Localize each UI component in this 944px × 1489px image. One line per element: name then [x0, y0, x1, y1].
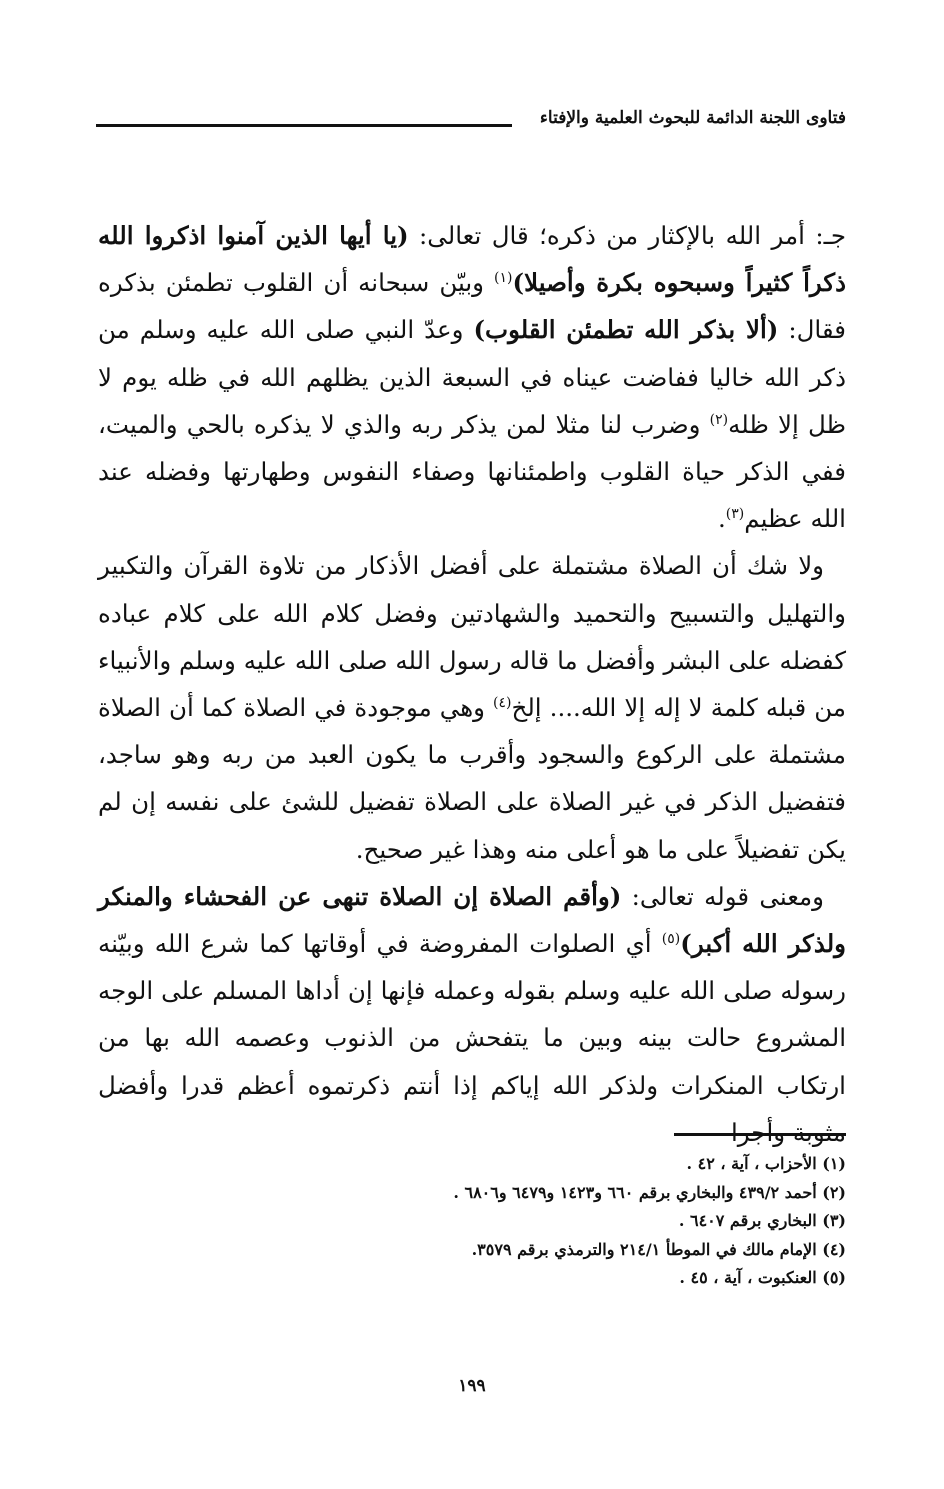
- paragraph-answer: [98, 212, 846, 542]
- main-text: [98, 212, 846, 1156]
- header-rule: [96, 124, 512, 127]
- footnote-rule: [674, 1133, 846, 1136]
- quran-quote: (يا أيها الذين آمنوا اذكروا الله ذكراً كثيراً وسبحوه بكرة وأصيلا): [98, 221, 846, 298]
- footnote-ref: (١): [494, 270, 513, 287]
- footnote-1: (١) الأحزاب ، آية ، ٤٢ .: [686, 1154, 846, 1173]
- answer-intro: جـ: أمر الله بالإكثار من ذكره؛ قال تعالى:: [408, 221, 846, 250]
- quran-quote: (ألا بذكر الله تطمئن القلوب): [473, 315, 779, 345]
- footnote-3: (٣) البخاري برقم ٦٤٠٧ .: [678, 1211, 846, 1230]
- footnote-ref: (٤): [493, 694, 512, 711]
- footnote-ref: (٢): [709, 411, 729, 428]
- footnote-2: (٢) أحمد ٤٣٩/٢ والبخاري برقم ٦٦٠ و١٤٢٣ و٦٤٧٩ و٦٨٠٦ .: [453, 1182, 846, 1202]
- paragraph-text: ولا شك أن الصلاة مشتملة على أفضل الأذكار من تلاوة القرآن والتكبير والتهليل والتسبيح والتحميد والشهادتين وفضل كلام الله على كلام عباده كفضله على البشر وأفضل ما قاله رسول الله صلى الله عليه وسلم والأنبياء من قبله كلمة لا إله إلا الله.... إلخ: [98, 551, 846, 723]
- paragraph-text: وعدّ النبي صلى الله عليه وسلم من ذكر الله خاليا ففاضت عيناه في السبعة الذين يظلهم الله في ظله يوم لا ظل إلا ظله: [98, 315, 847, 439]
- footnote-5: (٥) العنكبوت ، آية ، ٤٥ .: [679, 1268, 846, 1287]
- footnotes: [98, 1150, 846, 1293]
- footnote-4: (٤) الإمام مالك في الموطأ ٢١٤/١ والترمذي برقم ٣٥٧٩.: [471, 1239, 846, 1259]
- paragraph-text: وبيّن سبحانه أن القلوب تطمئن بذكره فقال:: [98, 268, 846, 345]
- quran-quote: (وأقم الصلاة إن الصلاة تنهى عن الفحشاء والمنكر ولذكر الله أكبر): [98, 881, 846, 959]
- page-number: ١٩٩: [458, 1376, 486, 1396]
- footnote-ref: (٣): [725, 506, 745, 523]
- running-header: فتاوى اللجنة الدائمة للبحوث العلمية والإفتاء: [539, 108, 846, 128]
- paragraph-prayer: [98, 542, 846, 872]
- paragraph-text: وضرب لنا مثلا لمن يذكر ربه والذي لا يذكره بالحي والميت، ففي الذكر حياة القلوب واطمئنانها وصفاء النفوس وطهارتها وفضله عند الله عظيم: [98, 409, 846, 534]
- paragraph-meaning: [98, 873, 846, 1156]
- paragraph-end: .: [718, 504, 726, 534]
- paragraph-text: ومعنى قوله تعالى:: [621, 881, 824, 911]
- paragraph-text: أي الصلوات المفروضة في أوقاتها كما شرع الله وبيّنه رسوله صلى الله عليه وسلم بقوله وعمله فإنها إن أداها المسلم على الوجه المشروع حالت بينه وبين ما يتفحش من الذنوب وعصمه الله بها من ارتكاب المنكرات ولذكر الله إياكم إذا أنتم ذكرتموه أعظم قدرا وأفضل مثوبة وأجرا: [98, 929, 846, 1147]
- footnote-ref: (٥): [661, 930, 681, 947]
- paragraph-text: وهي موجودة في الصلاة كما أن الصلاة مشتملة على الركوع والسجود وأقرب ما يكون العبد من ربه وهو ساجد، فتفضيل الذكر في غير الصلاة على الصلاة تفضيل للشئ على نفسه إن لم يكن تفضيلاً على ما هو أعلى منه وهذا غير صحيح.: [98, 693, 846, 864]
